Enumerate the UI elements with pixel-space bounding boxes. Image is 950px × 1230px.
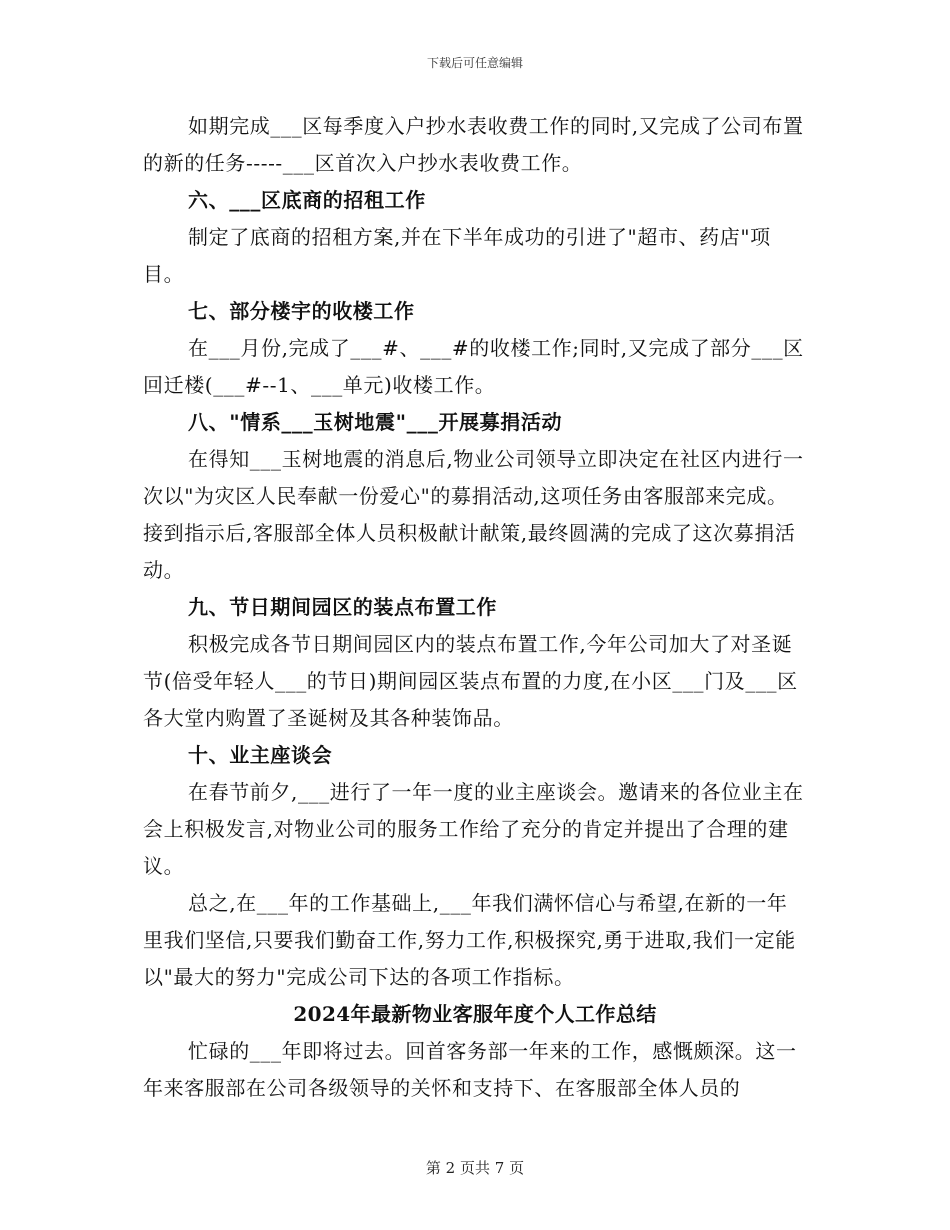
paragraph-leasing: 制定了底商的招租方案,并在下半年成功的引进了"超市、药店"项目。 (143, 225, 771, 286)
paragraph-owner-meeting: 在春节前夕,___进行了一年一度的业主座谈会。邀请来的各位业主在会上积极发言,对物业公司的服务工作给了充分的肯定并提出了合理的建议。 (143, 780, 804, 878)
section-heading-9: 九、节日期间园区的装点布置工作 (188, 595, 497, 619)
paragraph-decoration: 积极完成各节日期间园区内的装点布置工作,今年公司加大了对圣诞节(倍受年轻人___的节日)期间园区装点布置的力度,在小区___门及___区各大堂内购置了圣诞树及其各种装饰品。 (143, 632, 798, 730)
paragraph-building-handover: 在___月份,完成了___#、___#的收楼工作;同时,又完成了部分___区回迁楼(___#--1、___单元)收楼工作。 (143, 336, 804, 397)
document-body (143, 108, 807, 1107)
page-header: 下载后可任意编辑 (426, 56, 523, 70)
page-footer: 第 2 页共 7 页 (425, 1159, 525, 1177)
paragraph-water-meter: 如期完成___区每季度入户抄水表收费工作的同时,又完成了公司布置的新的任务-----___区首次入户抄水表收费工作。 (143, 114, 804, 175)
paragraph-conclusion: 总之,在___年的工作基础上,___年我们满怀信心与希望,在新的一年里我们坚信,只要我们勤奋工作,努力工作,积极探究,勇于进取,我们一定能以"最大的努力"完成公司下达的各项工作指标。 (143, 891, 796, 989)
section-heading-10: 十、业主座谈会 (188, 743, 333, 767)
paragraph-donation: 在得知___玉树地震的消息后,物业公司领导立即决定在社区内进行一次以"为灾区人民奉献一份爱心"的募捐活动,这项任务由客服部来完成。接到指示后,客服部全体人员积极献计献策,最终圆满的完成了这次募捐活动。 (143, 447, 804, 582)
section-heading-8: 八、"情系___玉树地震"___开展募捐活动 (188, 410, 563, 434)
section-heading-6: 六、___区底商的招租工作 (188, 188, 426, 212)
section-heading-7: 七、部分楼宇的收楼工作 (188, 299, 415, 323)
document-title: 2024年最新物业客服年度个人工作总结 (293, 1002, 657, 1026)
paragraph-intro: 忙碌的___年即将过去。回首客务部一年来的工作，感慨颇深。这一年来客服部在公司各级领导的关怀和支持下、在客服部全体人员的 (143, 1039, 797, 1100)
